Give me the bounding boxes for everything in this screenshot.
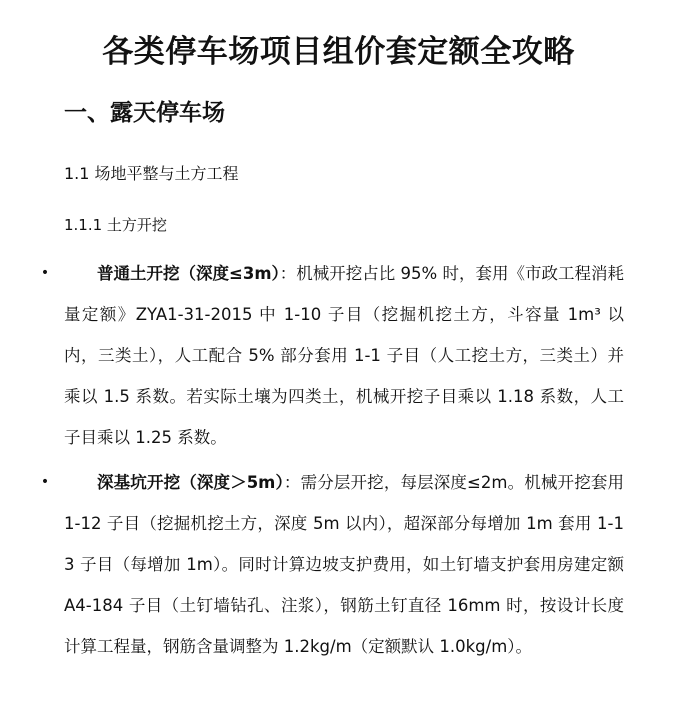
bullet-marker: • xyxy=(40,474,50,490)
bullet-body: ：机械开挖占比 95% 时，套用《市政工程消耗量定额》ZYA1-31-2015 中 1-10 子目（挖掘机挖土方，斗容量 1m³ 以内，三类土），人工配合 5% 部分套用 1-1 子目（人工挖土方，三类土）并乘以 1.5 系数。若实际土壤为四类土，机械开挖子目乘以 1.18 系数，人工子目乘以 1.25 系数。 xyxy=(64,264,624,447)
bullet-lead: 普通土开挖（深度≤3m） xyxy=(97,264,280,283)
bullet-item-deep-pit xyxy=(40,462,624,667)
bullet-item-normal-soil xyxy=(40,253,624,458)
bullet-lead: 深基坑开挖（深度＞5m） xyxy=(97,473,284,492)
document-title: 各类停车场项目组价套定额全攻略 xyxy=(102,34,575,70)
bullet-paragraph xyxy=(64,462,624,667)
subsection-heading: 1.1 场地平整与土方工程 xyxy=(64,164,239,183)
bullet-marker: • xyxy=(40,265,50,281)
bullet-paragraph xyxy=(64,253,624,458)
subsubsection-heading: 1.1.1 土方开挖 xyxy=(64,216,167,234)
bullet-body: ：需分层开挖，每层深度≤2m。机械开挖套用 1-12 子目（挖掘机挖土方，深度 5m 以内），超深部分每增加 1m 套用 1-13 子目（每增加 1m）。同时计算边坡支护费用，如土钉墙支护套用房建定额 A4-184 子目（土钉墙钻孔、注浆），钢筋土钉直径 16mm 时，按设计长度计算工程量，钢筋含量调整为 1.2kg/m（定额默认 1.0kg/m）。 xyxy=(64,473,624,656)
section-heading: 一、露天停车场 xyxy=(64,100,225,126)
